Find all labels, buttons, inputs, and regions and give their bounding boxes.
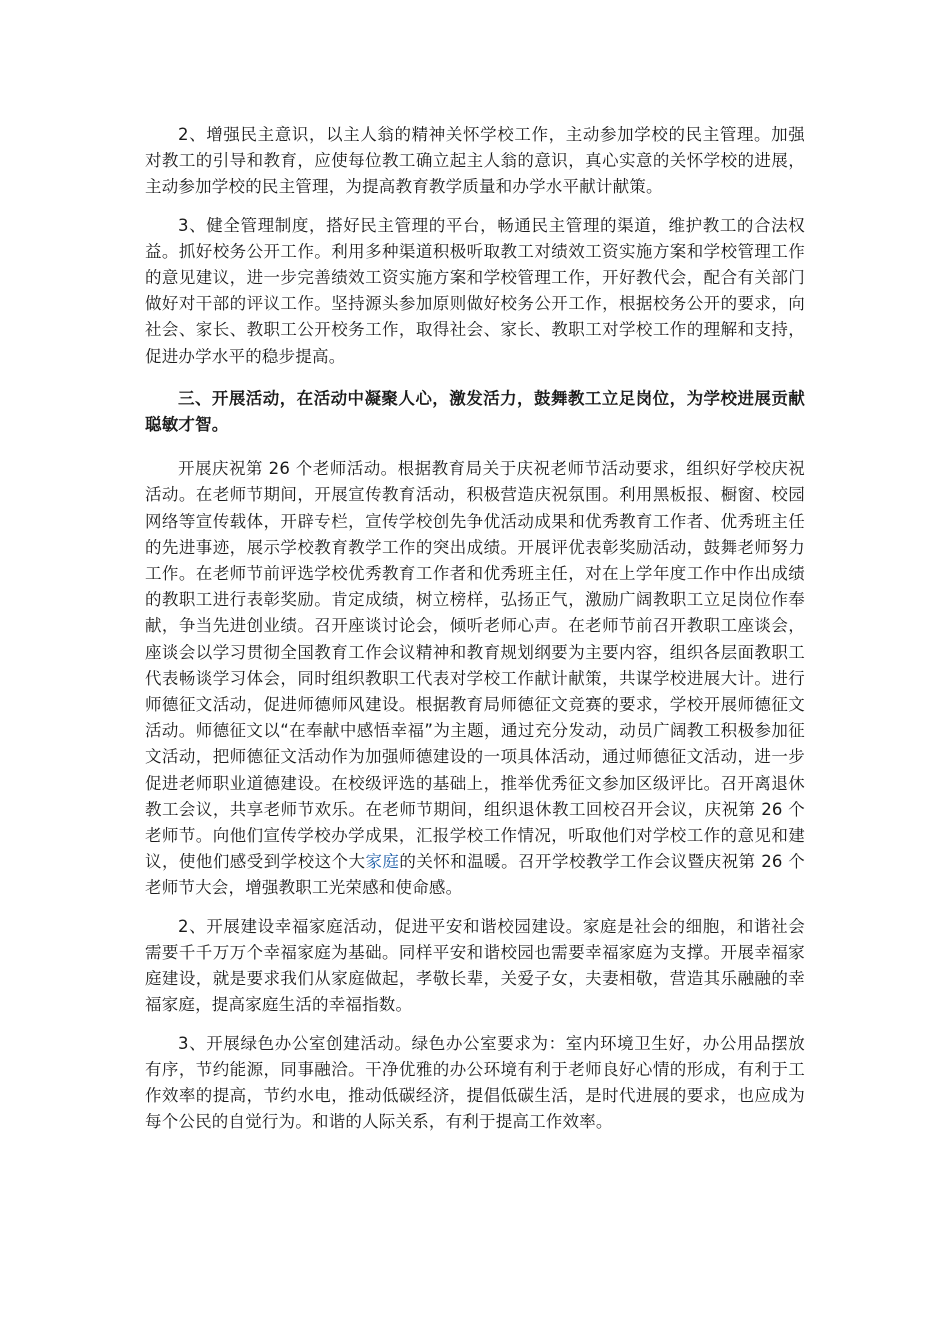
paragraph-management-system: 3、健全管理制度，搭好民主管理的平台，畅通民主管理的渠道，维护教工的合法权益。抓好校务公开工作。利用多种渠道积极听取教工对绩效工资实施方案和学校管理工作的意见建议，进一步完善绩效工资实施方案和学校管理工作，开好教代会，配合有关部门做好对干部的评议工作。坚持源头参加原则做好校务公开工作，根据校务公开的要求，向社会、家长、教职工公开校务工作，取得社会、家长、教职工对学校工作的理解和支持，促进办学水平的稳步提高。 (145, 215, 805, 366)
paragraph-teachers-day-text: 开展庆祝第 26 个老师活动。根据教育局关于庆祝老师节活动要求，组织好学校庆祝活动。在老师节期间，开展宣传教育活动，积极营造庆祝氛围。利用黑板报、橱窗、校园网络等宣传载体，开辟专栏，宣传学校创先争优活动成果和优秀教育工作者、优秀班主任的先进事迹，展示学校教育教学工作的突出成绩。开展评优表彰奖励活动，鼓舞老师努力工作。在老师节前评选学校优秀教育工作者和优秀班主任，对在上学年度工作中作出成绩的教职工进行表彰奖励。肯定成绩，树立榜样，弘扬正气，激励广阔教职工立足岗位作奉献，争当先进创业绩。召开座谈讨论会，倾听老师心声。在老师节前召开教职工座谈会，座谈会以学习贯彻全国教育工作会议精神和教育规划纲要为主要内容，组织各层面教职工代表畅谈学习体会，同时组织教职工代表对学校工作献计献策，共谋学校进展大计。进行师德征文活动，促进师德师风建设。根据教育局师德征文竞赛的要求，学校开展师德征文活动。师德征文以“在奉献中感悟幸福”为主题，通过充分发动，动员广阔教工积极参加征文活动，把师德征文活动作为加强师德建设的一项具体活动，通过师德征文活动，进一步促进老师职业道德建设。在校级评选的基础上，推举优秀征文参加区级评比。召开离退休教工会议，共享老师节欢乐。在老师节期间，组织退休教工回校召开会议，庆祝第 26 个老师节。向他们宣传学校办学成果，汇报学校工作情况，听取他们对学校工作的意见和建议，使他们感受到学校这个大 (145, 459, 805, 872)
document-page (145, 122, 805, 1147)
paragraph-happy-family: 2、开展建设幸福家庭活动，促进平安和谐校园建设。家庭是社会的细胞，和谐社会需要千千万万个幸福家庭为基础。同样平安和谐校园也需要幸福家庭为支撑。开展幸福家庭建设，就是要求我们从家庭做起，孝敬长辈，关爱子女，夫妻相敬，营造其乐融融的幸福家庭，提高家庭生活的幸福指数。 (145, 916, 805, 1015)
section-heading-activities: 三、开展活动，在活动中凝聚人心，激发活力，鼓舞教工立足岗位，为学校进展贡献聪敏才智。 (145, 388, 805, 435)
paragraph-democratic-awareness: 2、增强民主意识，以主人翁的精神关怀学校工作，主动参加学校的民主管理。加强对教工的引导和教育，应使每位教工确立起主人翁的意识，真心实意的关怀学校的进展，主动参加学校的民主管理，为提高教育教学质量和办学水平献计献策。 (145, 125, 805, 197)
paragraph-green-office: 3、开展绿色办公室创建活动。绿色办公室要求为：室内环境卫生好，办公用品摆放有序，节约能源，同事融洽。干净优雅的办公环境有利于老师良好心情的形成，有利于工作效率的提高，节约水电，推动低碳经济，提倡低碳生活，是时代进展的要求，也应成为每个公民的自觉行为。和谐的人际关系，有利于提高工作效率。 (145, 1033, 805, 1132)
paragraph-teachers-day (145, 456, 805, 901)
paragraph-teachers-day-text-end: 的关怀和温暖。召开学校教学工作会议暨庆祝第 26 个老师节大会，增强教职工光荣感和使命感。 (145, 852, 805, 898)
family-link[interactable]: 家庭 (365, 852, 400, 872)
